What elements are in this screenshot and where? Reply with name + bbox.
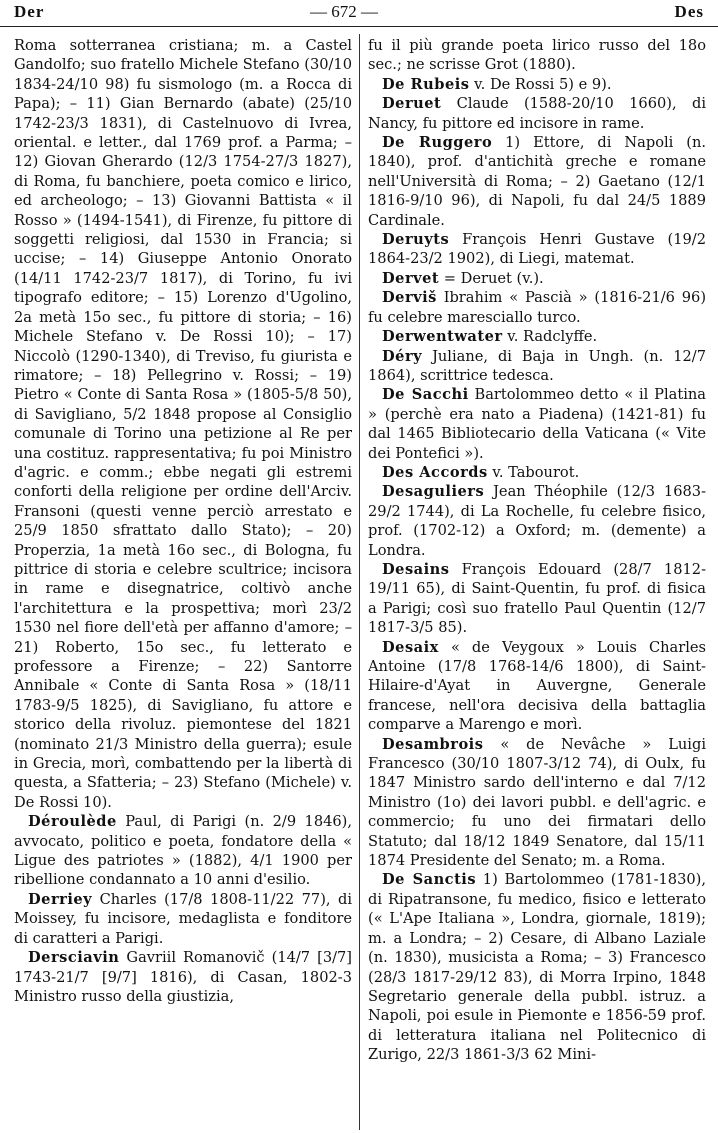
entry-text: Gavriil Romanovič (14/7 [3/7] 1743-21/7 [9/7] 1816), di Casan, 1802-3 Ministro russo della giustizia, [14, 949, 352, 1005]
column-divider [359, 34, 360, 1130]
entry-headword: Dersciavin [28, 949, 120, 967]
entry [368, 560, 706, 638]
entry [368, 36, 706, 75]
entry [368, 288, 706, 327]
entry-headword: De Sacchi [382, 386, 469, 404]
entry-text: Bartolommeo detto « il Platina » (perchè era nato a Piadena) (1421-81) fu dal 1465 Bibliotecario della Vaticana (« Vite dei Pontefici »). [368, 386, 706, 462]
entry-text: v. Radclyffe. [507, 328, 598, 346]
entry-text: 1) Ettore, di Napoli (n. 1840), prof. d'antichità greche e romane nell'Università di Roma; – 2) Gaetano (12/1 1816-9/10 96), di Napoli, fu dal 24/5 1889 Cardinale. [368, 134, 706, 229]
entry-text: « de Nevâche » Luigi Francesco (30/10 1807-3/12 74), di Oulx, fu 1847 Ministro sardo dell'interno e dal 7/12 Ministro (1o) dei lavori pubbl. e dell'agric. e commercio; fu uno dei firmatari dello Statuto; dal 18/12 1849 Senatore, dal 15/11 1874 Presidente del Senato; m. a Roma. [368, 735, 706, 870]
entry-text: Paul, di Parigi (n. 2/9 1846), avvocato, politico e poeta, fondatore della « Ligue des patriotes » (1882), 4/1 1900 per ribellione condannato a 10 anni d'esilio. [14, 813, 352, 889]
entry-text: 1) Bartolommeo (1781-1830), di Ripatransone, fu medico, fisico e letterato (« L'Ape Italiana », Londra, giornale, 1819); m. a Londra; – 2) Cesare, di Albano Laziale (n. 1830), musicista a Roma; – 3) Francesco (28/3 1817-29/12 83), di Morra Irpino, 1848 Segretario generale della pubbl. istruz. a Napoli, poi esule in Piemonte e 1856-59 prof. di letteratura italiana nel Politecnico di Zurigo, 22/3 1861-3/3 62 Mini- [368, 871, 706, 1064]
entry-headword: Desaguliers [382, 483, 485, 501]
entry-headword: Derriey [28, 890, 93, 908]
entry-text: Claude (1588-20/10 1660), di Nancy, fu pittore ed incisore in rame. [368, 95, 706, 132]
entry-text: Ibrahim « Pascià » (1816-21/6 96) fu celebre maresciallo turco. [368, 289, 706, 326]
entry [368, 133, 706, 230]
entry-headword: Desains [382, 560, 450, 578]
header-left-word: Der [14, 2, 45, 21]
entry-text: Juliane, di Baja in Ungh. (n. 12/7 1864), scrittrice tedesca. [368, 347, 706, 384]
entry-headword: Derwentwater [382, 328, 503, 346]
entry-text: v. De Rossi 5) e 9). [474, 75, 612, 93]
entry-headword: Déroulède [28, 813, 117, 831]
entry-text: François Edouard (28/7 1812-19/11 65), di Saint-Quentin, fu prof. di fisica a Parigi; così suo fratello Paul Quentin (12/7 1817-3/5 85). [368, 560, 706, 637]
entry-headword: Desaix [382, 638, 439, 656]
entry [368, 94, 706, 133]
entry [368, 347, 706, 386]
entry [368, 385, 706, 463]
entry-headword: Derviš [382, 289, 437, 307]
left-column [14, 36, 352, 1126]
entry [14, 890, 352, 948]
entry-text: François Henri Gustave (19/2 1864-23/2 1902), di Liegi, matemat. [368, 231, 706, 268]
entry-headword: Déry [382, 347, 423, 365]
page-header [0, 0, 718, 27]
entry-text: Roma sotterranea cristiana; m. a Castel Gandolfo; suo fratello Michele Stefano (30/10 1834-24/10 98) fu sismologo (m. a Rocca di Papa); – 11) Gian Bernardo (abate) (25/10 1742-23/3 1831), di Castelnuovo di Ivrea, oriental. e letter., dal 1769 prof. a Parma; – 12) Giovan Gherardo (12/3 1754-27/3 1827), di Roma, fu banchiere, poeta comico e lirico, ed archeologo; – 13) Giovanni Battista « il Rosso » (1494-1541), di Firenze, fu pittore di soggetti religiosi, dal 1530 in Francia; si uccise; – 14) Giuseppe Antonio Onorato (14/11 1742-23/7 1817), di Torino, fu ivi tipografo editore; – 15) Lorenzo d'Ugolino, 2a metà 15o sec., fu pittore di storia; – 16) Michele Stefano v. De Rossi 10); – 17) Niccolò (1290-1340), di Treviso, fu giurista e rimatore; – 18) Pellegrino v. Rossi; – 19) Pietro « Conte di Santa Rosa » (1805-5/8 50), di Savigliano, 5/2 1848 propose al Consiglio comunale di Torino una petizione al Re per una costituz. rappresentativa; fu poi Ministro d'agric. e comm.; ebbe negati gli estremi conforti della religione per ordine dell'Arciv. Fransoni (questi venne perciò arrestato e 25/9 1850 sfrattato dallo Stato); – 20) Properzia, 1a metà 16o sec., di Bologna, fu pittrice di storia e celebre scultrice; incisora in rame e disegnatrice, coltivò anche l'architettura e la prospettiva; morì 23/2 1530 nel fiore dell'età per affanno d'amore; – 21) Roberto, 15o sec., fu letterato e professore a Firenze; – 22) Santorre Annibale « Conte di Santa Rosa » (18/11 1783-9/5 1825), di Savigliano, fu attore e storico della rivoluz. piemontese del 1821 (nominato 21/3 Ministro della guerra); esule in Grecia, morì, combattendo per la libertà di questa, a Sfatteria; – 23) Stefano (Michele) v. De Rossi 10). [14, 37, 352, 811]
entry [14, 36, 352, 812]
entry-headword: De Ruggero [382, 134, 493, 152]
entry [368, 463, 706, 482]
entry [368, 269, 706, 288]
entry [14, 812, 352, 890]
entry-headword: Dervet [382, 269, 440, 287]
entry-headword: Deruyts [382, 231, 450, 249]
entry [368, 230, 706, 269]
entry-headword: De Rubeis [382, 75, 470, 93]
entry [368, 870, 706, 1064]
header-right-word: Des [674, 2, 704, 21]
page-number: — 672 — [310, 2, 378, 21]
entry-text: = Deruet (v.). [443, 269, 544, 287]
entry [368, 75, 706, 94]
entry [14, 948, 352, 1006]
entry-text: Jean Théophile (12/3 1683-29/2 1744), di La Rochelle, fu celebre fisico, prof. (1702-12) a Oxford; m. (demente) a Londra. [368, 483, 706, 559]
entry-headword: Desambrois [382, 735, 484, 753]
entry [368, 327, 706, 346]
entry-text: Charles (17/8 1808-11/22 77), di Moissey, fu incisore, medaglista e fonditore di caratteri a Parigi. [14, 890, 352, 947]
entry-headword: Des Accords [382, 463, 488, 481]
entry-headword: De Sanctis [382, 871, 477, 889]
entry-text: v. Tabourot. [492, 463, 580, 481]
entry [368, 735, 706, 871]
entry-headword: Deruet [382, 95, 442, 113]
entry-text: « de Veygoux » Louis Charles Antoine (17/8 1768-14/6 1800), di Saint-Hilaire-d'Ayat in Auvergne, Generale francese, nell'ora decisiva della battaglia comparve a Marengo e morì. [368, 638, 706, 734]
entry-text: fu il più grande poeta lirico russo del 18o sec.; ne scrisse Grot (1880). [368, 37, 706, 74]
entry [368, 482, 706, 560]
entry [368, 638, 706, 735]
right-column [368, 36, 706, 1126]
